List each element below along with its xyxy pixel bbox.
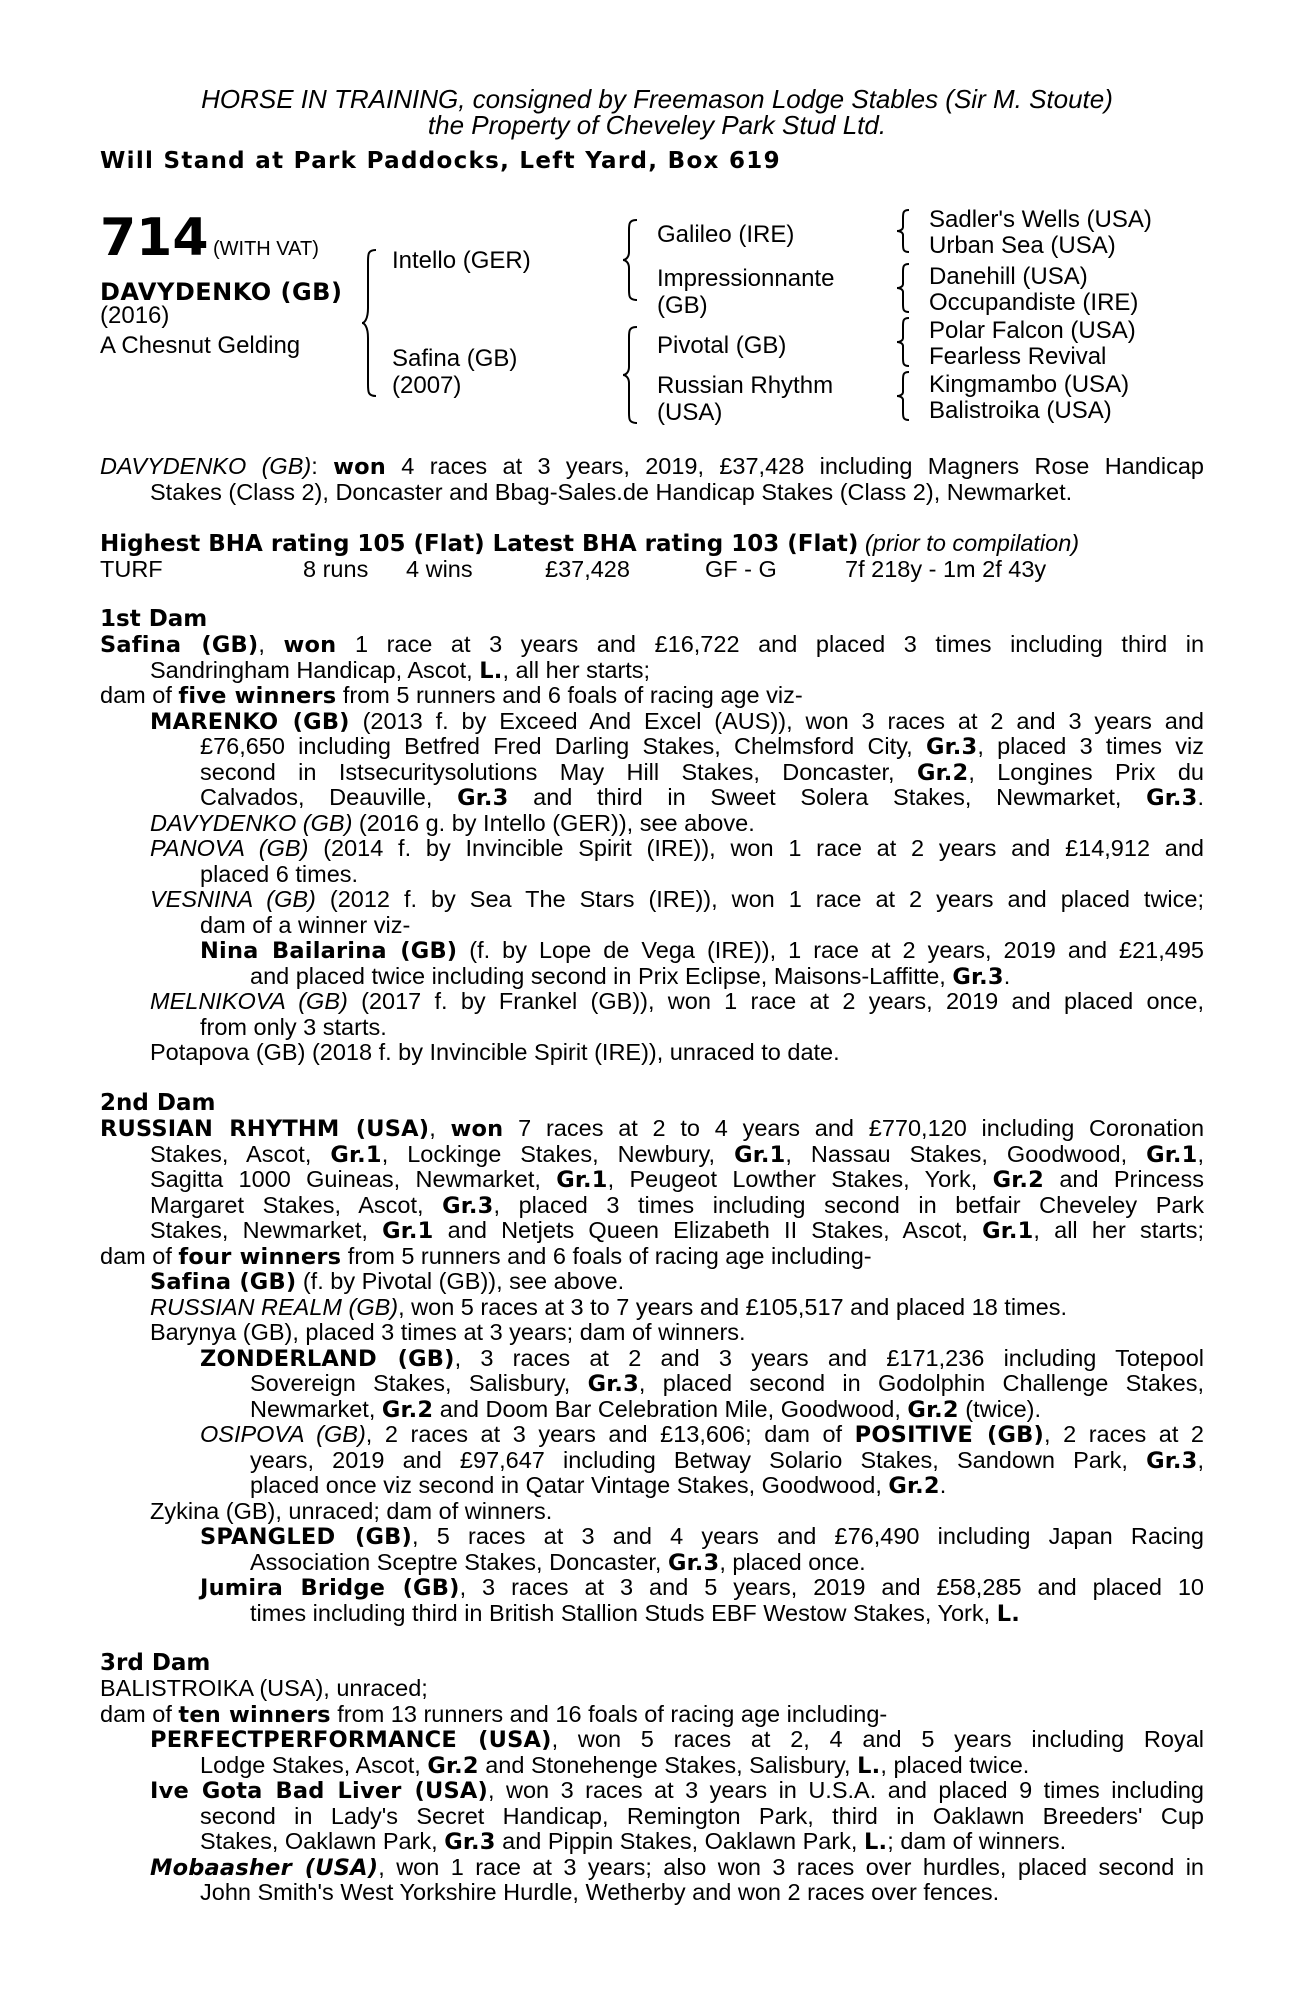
third-dam-title: 3rd Dam	[100, 1650, 211, 1676]
consignor-line: HORSE IN TRAINING, consigned by Freemason Lodge Stables (Sir M. Stoute)	[201, 84, 1113, 114]
dss: Polar Falcon (USA)	[929, 317, 1136, 344]
race-summary	[100, 454, 1204, 505]
text-line: SPANGLED (GB), 5 races at 3 and 4 years and £76,490 including Japan Racing	[200, 1523, 1204, 1550]
text-line: years, 2019 and £97,647 including Betway Solario Stakes, Sandown Park, Gr.3,	[250, 1446, 1204, 1474]
horse-year: (2016)	[100, 302, 170, 329]
second-dam-section	[100, 1116, 1204, 1626]
lot-number: 714	[100, 208, 209, 268]
owner-line: the Property of Cheveley Park Stud Ltd.	[427, 110, 887, 140]
dds: Kingmambo (USA)	[929, 371, 1130, 398]
pedigree-bracket-gen1	[362, 248, 382, 398]
text-line: Zykina (GB), unraced; dam of winners.	[150, 1497, 553, 1524]
text-line: Nina Bailarina (GB) (f. by Lope de Vega (IRE)), 1 race at 2 years, 2019 and £21,495	[200, 937, 1204, 964]
ddd: Balistroika (USA)	[929, 397, 1112, 424]
text-line: Lodge Stakes, Ascot, Gr.2 and Stonehenge Stakes, Salisbury, L., placed twice.	[200, 1751, 1030, 1779]
sss: Sadler's Wells (USA)	[929, 206, 1152, 233]
text-line: Barynya (GB), placed 3 times at 3 years; dam of winners.	[150, 1319, 746, 1345]
pedigree-bracket-impressionnante	[897, 262, 913, 314]
pedigree-bracket-russian-rhythm	[897, 370, 913, 422]
text-line: ZONDERLAND (GB), 3 races at 2 and 3 years and £171,236 including Totepool	[200, 1344, 1204, 1372]
text-line: dam of ten winners from 13 runners and 16 foals of racing age including-	[100, 1700, 888, 1728]
bha-rating: Highest BHA rating 105 (Flat) Latest BHA rating 103 (Flat) (prior to compilation)	[100, 530, 1080, 557]
text-line: RUSSIAN REALM (GB), won 5 races at 3 to 7 years and £105,517 and placed 18 times.	[150, 1293, 1067, 1320]
text-line: Sovereign Stakes, Salisbury, Gr.3, placed second in Godolphin Challenge Stakes,	[250, 1370, 1204, 1397]
text-line: dam of four winners from 5 runners and 6 foals of racing age including-	[100, 1242, 872, 1270]
text-line: placed 6 times.	[200, 860, 359, 887]
dsd: Fearless Revival	[929, 343, 1107, 370]
text-line: £76,650 including Betfred Fred Darling Stakes, Chelmsford City, Gr.3, placed 3 times viz	[200, 733, 1204, 760]
dam-sire: Pivotal (GB)	[657, 332, 787, 359]
stabling-line: Will Stand at Park Paddocks, Left Yard, Box 619	[100, 148, 781, 174]
text-line: second in Lady's Secret Handicap, Remington Park, third in Oaklawn Breeders' Cup	[200, 1802, 1204, 1829]
sire-dam: Impressionnante	[657, 265, 835, 292]
text-line: Newmarket, Gr.2 and Doom Bar Celebration Mile, Goodwood, Gr.2 (twice).	[250, 1395, 1042, 1423]
sdd: Occupandiste (IRE)	[929, 289, 1139, 316]
text-line: Stakes (Class 2), Doncaster and Bbag-Sales.de Handicap Stakes (Class 2), Newmarket.	[150, 478, 1073, 505]
pedigree-bracket-galileo	[897, 208, 913, 254]
horse-name: DAVYDENKO (GB)	[100, 278, 343, 306]
text-line: second in Istsecuritysolutions May Hill Stakes, Doncaster, Gr.2, Longines Prix du	[200, 758, 1204, 786]
text-line: PERFECTPERFORMANCE (USA), won 5 races at 2, 4 and 5 years including Royal	[150, 1726, 1204, 1753]
text-line: Sandringham Handicap, Ascot, L., all her starts;	[150, 656, 651, 684]
text-line: MARENKO (GB) (2013 f. by Exceed And Excel (AUS)), won 3 races at 2 and 3 years and	[150, 707, 1204, 735]
text-line: times including third in British Stallion Studs EBF Westow Stakes, York, L.	[250, 1599, 1020, 1627]
horse-description: A Chesnut Gelding	[100, 332, 301, 359]
text-line: Stakes, Ascot, Gr.1, Lockinge Stakes, Newbury, Gr.1, Nassau Stakes, Goodwood, Gr.1,	[150, 1140, 1204, 1168]
text-line: PANOVA (GB) (2014 f. by Invincible Spirit (IRE)), won 1 race at 2 years and £14,912 and	[150, 835, 1204, 861]
vat-note: (WITH VAT)	[213, 238, 319, 260]
text-line: DAVYDENKO (GB): won 4 races at 3 years, 2019, £37,428 including Magners Rose Handicap	[100, 453, 1204, 480]
text-line: John Smith's West Yorkshire Hurdle, Wetherby and won 2 races over fences.	[200, 1879, 1000, 1905]
text-line: Sagitta 1000 Guineas, Newmarket, Gr.1, Peugeot Lowther Stakes, York, Gr.2 and Princess	[150, 1166, 1204, 1193]
text-line: Potapova (GB) (2018 f. by Invincible Spirit (IRE)), unraced to date.	[150, 1039, 840, 1065]
dam: Safina (GB)	[392, 345, 518, 372]
text-line: dam of five winners from 5 runners and 6 foals of racing age viz-	[100, 682, 803, 709]
text-line: Margaret Stakes, Ascot, Gr.3, placed 3 times including second in betfair Cheveley Park	[150, 1191, 1205, 1219]
sds: Danehill (USA)	[929, 263, 1088, 290]
pedigree-bracket-sire	[623, 218, 643, 302]
text-line: Safina (GB), won 1 race at 3 years and £16,722 and placed 3 times including third in	[100, 631, 1205, 658]
text-line: Stakes, Oaklawn Park, Gr.3 and Pippin Stakes, Oaklawn Park, L.; dam of winners.	[200, 1828, 1067, 1855]
dam-dam-country: (USA)	[657, 399, 723, 426]
text-line: Ive Gota Bad Liver (USA), won 3 races at 3 years in U.S.A. and placed 9 times including	[150, 1777, 1204, 1804]
sire-dam-country: (GB)	[657, 292, 708, 319]
sire-sire: Galileo (IRE)	[657, 221, 795, 248]
text-line: Stakes, Newmarket, Gr.1 and Netjets Queen Elizabeth II Stakes, Ascot, Gr.1, all her starts;	[150, 1217, 1204, 1244]
text-line: MELNIKOVA (GB) (2017 f. by Frankel (GB)), won 1 race at 2 years, 2019 and placed once,	[150, 988, 1204, 1014]
text-line: Safina (GB) (f. by Pivotal (GB)), see above.	[150, 1268, 625, 1295]
text-line: from only 3 starts.	[200, 1013, 387, 1040]
pedigree-bracket-pivotal	[897, 316, 913, 368]
lot-heading	[100, 208, 319, 268]
text-line: Association Sceptre Stakes, Doncaster, Gr.3, placed once.	[250, 1548, 866, 1576]
text-line: VESNINA (GB) (2012 f. by Sea The Stars (IRE)), won 1 race at 2 years and placed twice;	[150, 886, 1204, 912]
form-figures: TURF 8 runs 4 wins £37,428 GF - G 7f 218y - 1m 2f 43y	[100, 556, 1047, 582]
text-line: RUSSIAN RHYTHM (USA), won 7 races at 2 to 4 years and £770,120 including Coronation	[100, 1115, 1205, 1142]
first-dam-section	[100, 632, 1204, 1066]
text-line: BALISTROIKA (USA), unraced;	[100, 1675, 428, 1701]
text-line: and placed twice including second in Prix Eclipse, Maisons-Laffitte, Gr.3.	[250, 962, 1011, 990]
second-dam-title: 2nd Dam	[100, 1090, 216, 1116]
text-line: Mobaasher (USA), won 1 race at 3 years; also won 3 races over hurdles, placed second in	[150, 1853, 1204, 1881]
text-line: OSIPOVA (GB), 2 races at 3 years and £13,606; dam of POSITIVE (GB), 2 races at 2	[200, 1421, 1204, 1448]
text-line: Jumira Bridge (GB), 3 races at 3 and 5 years, 2019 and £58,285 and placed 10	[200, 1574, 1204, 1601]
text-line: Calvados, Deauville, Gr.3 and third in Sweet Solera Stakes, Newmarket, Gr.3.	[200, 784, 1205, 811]
text-line: dam of a winner viz-	[200, 911, 411, 938]
ssd: Urban Sea (USA)	[929, 232, 1116, 259]
dam-dam: Russian Rhythm	[657, 372, 834, 399]
third-dam-section	[100, 1676, 1204, 1906]
text-line: DAVYDENKO (GB) (2016 g. by Intello (GER)), see above.	[150, 809, 755, 836]
dam-year: (2007)	[392, 372, 462, 399]
pedigree-bracket-dam	[623, 325, 643, 425]
first-dam-title: 1st Dam	[100, 606, 208, 632]
sire: Intello (GER)	[392, 247, 531, 274]
text-line: placed once viz second in Qatar Vintage Stakes, Goodwood, Gr.2.	[250, 1472, 947, 1499]
